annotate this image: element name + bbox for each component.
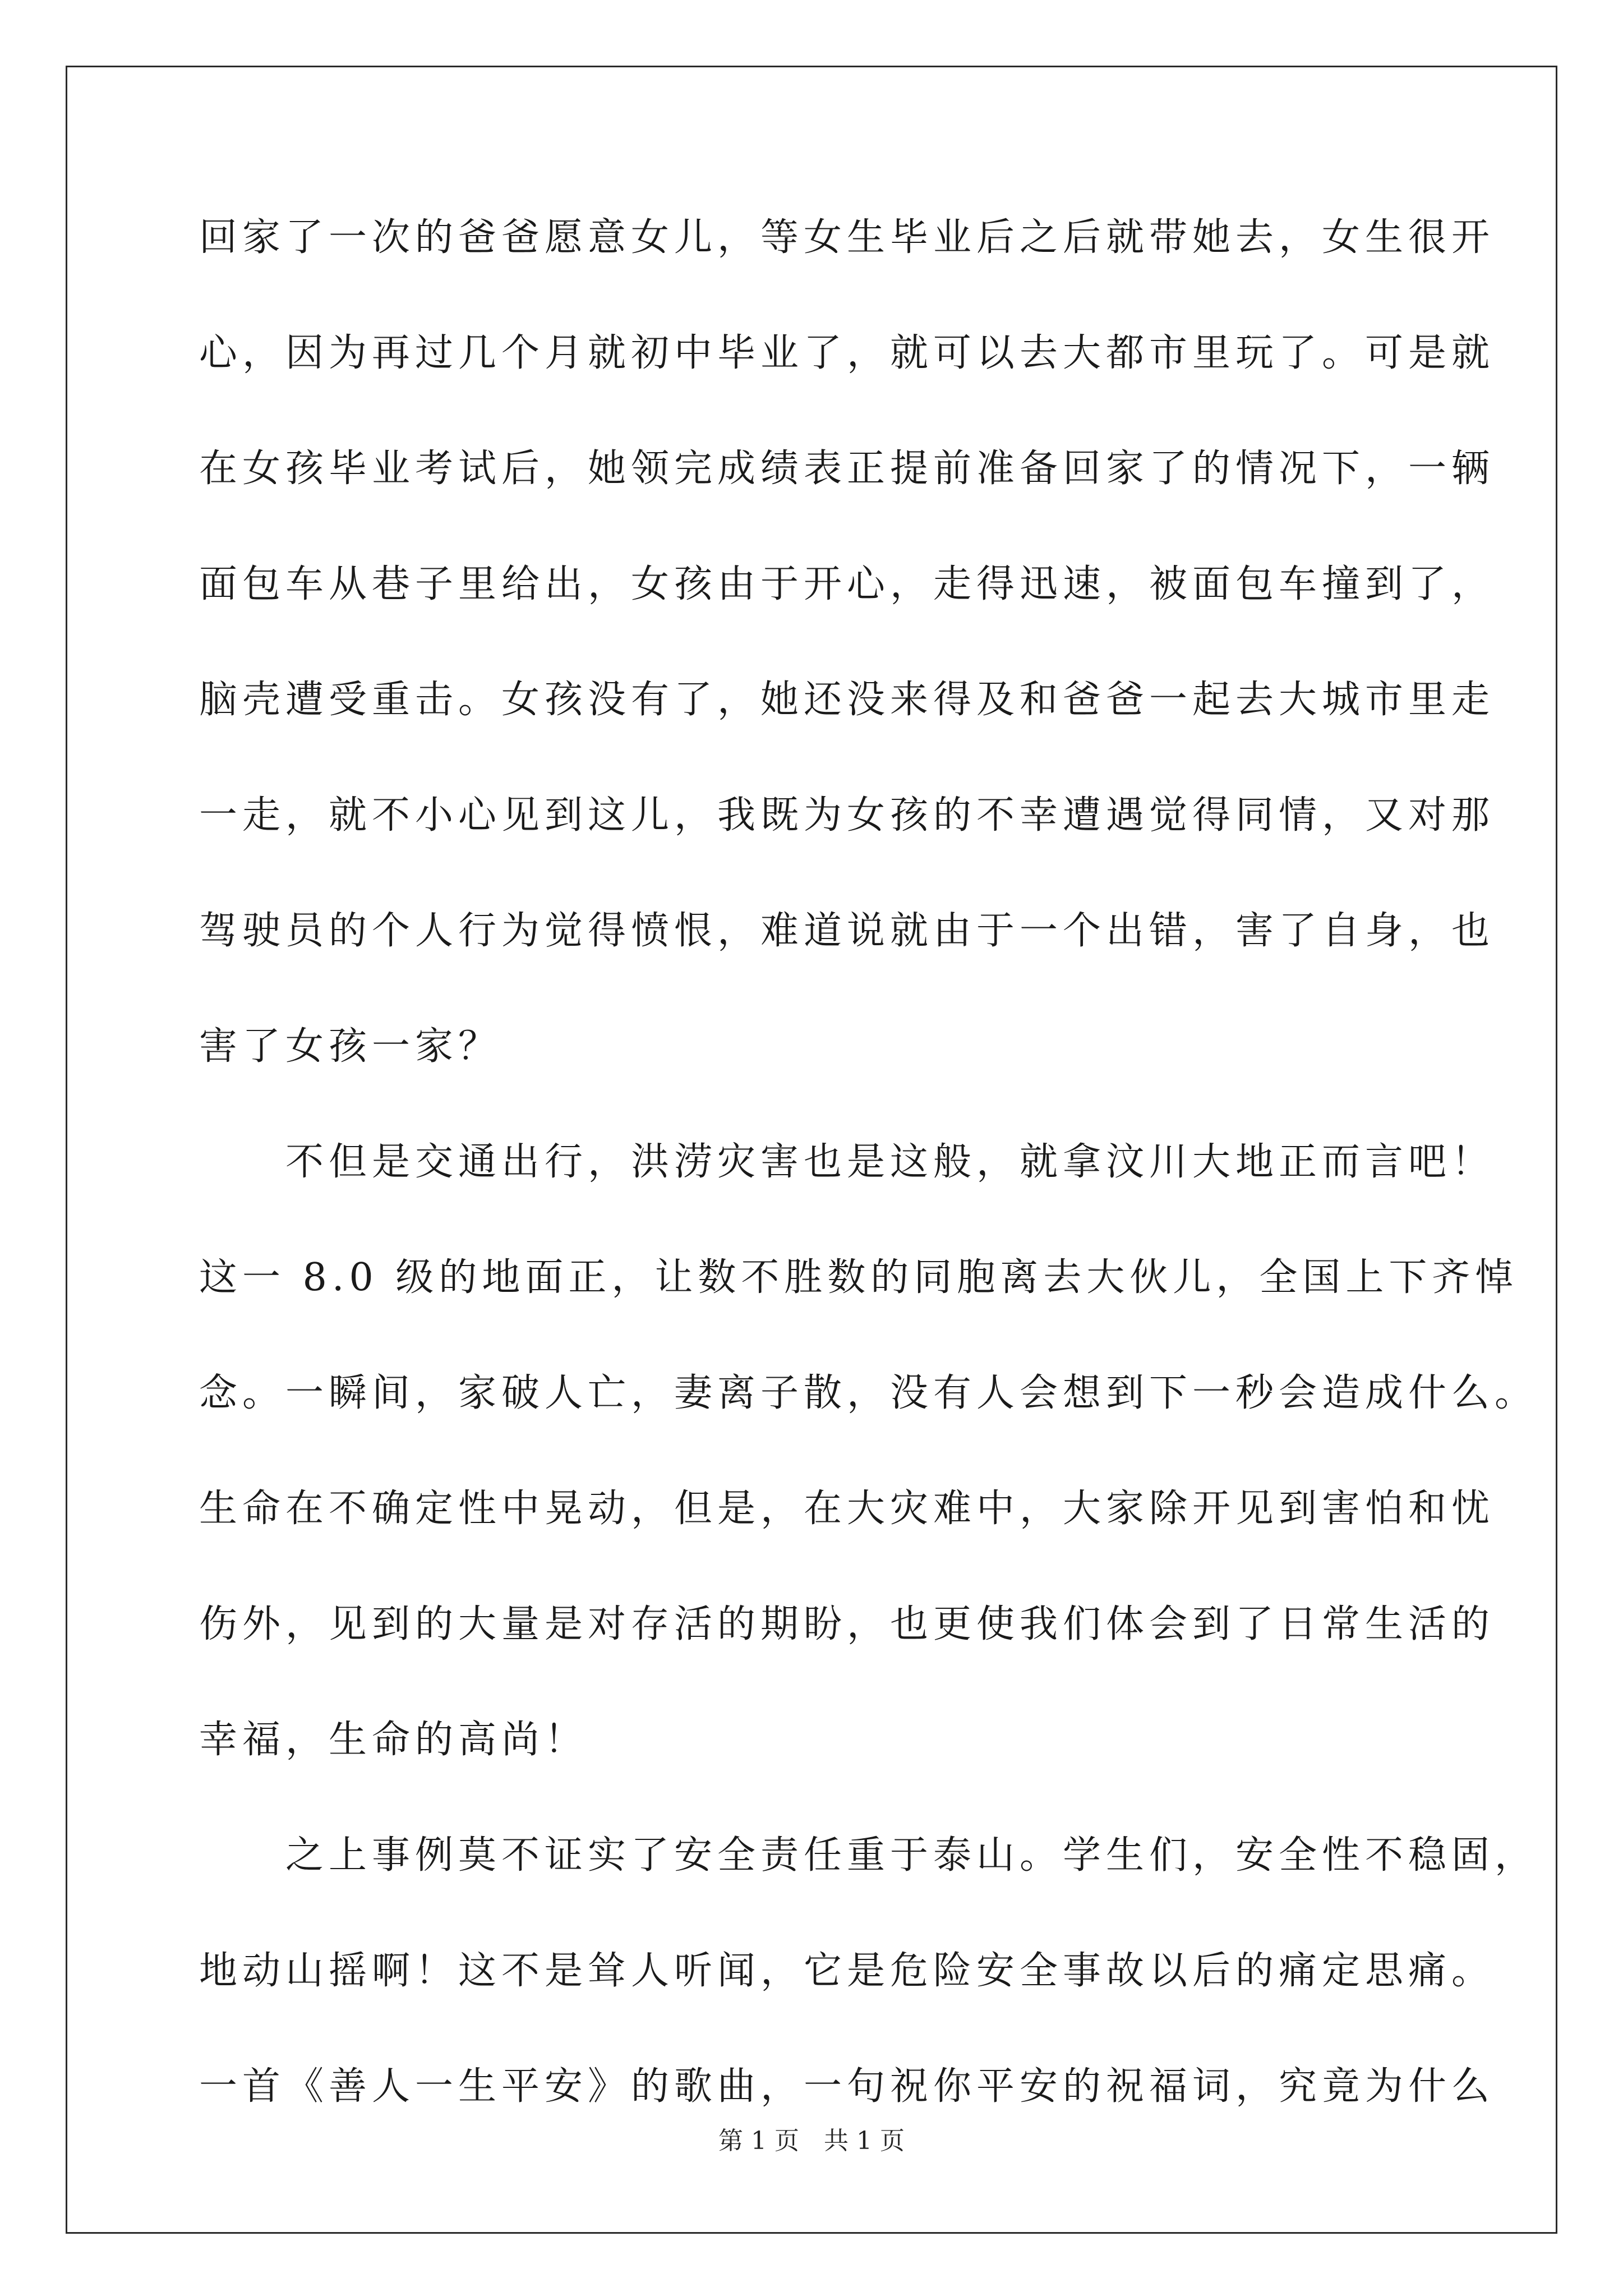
text-line: 幸福，生命的高尚！ (199, 1718, 588, 1762)
text-line: 驾驶员的个人行为觉得愤恨，难道说就由于一个出错，害了自身，也 (199, 909, 1495, 953)
page-footer (0, 2129, 1623, 2154)
text-line: 之上事例莫不证实了安全责任重于泰山。学生们，安全性不稳固， (199, 1833, 1538, 1878)
page-number: 第 1 页 共 1 页 (718, 2127, 905, 2155)
text-line: 地动山摇啊！这不是耸人听闻，它是危险安全事故以后的痛定思痛。 (199, 1949, 1495, 1993)
text-line: 念。一瞬间，家破人亡，妻离子散，没有人会想到下一秒会造成什么。 (199, 1371, 1538, 1415)
text-line: 在女孩毕业考试后，她领完成绩表正提前准备回家了的情况下，一辆 (199, 447, 1495, 491)
text-line: 心，因为再过几个月就初中毕业了，就可以去大都市里玩了。可是就 (199, 331, 1495, 375)
text-line: 面包车从巷子里给出，女孩由于开心，走得迅速，被面包车撞到了， (199, 562, 1495, 606)
text-line: 伤外，见到的大量是对存活的期盼，也更使我们体会到了日常生活的 (199, 1602, 1495, 1646)
text-line: 一首《善人一生平安》的歌曲，一句祝你平安的祝福词，究竟为什么 (199, 2064, 1495, 2109)
text-line: 这一 8.0 级的地面正，让数不胜数的同胞离去大伙儿，全国上下齐悼 (199, 1255, 1519, 1300)
document-body (199, 215, 1538, 2183)
text-line: 回家了一次的爸爸愿意女儿，等女生毕业后之后就带她去，女生很开 (199, 215, 1495, 260)
text-line: 不但是交通出行，洪涝灾害也是这般，就拿汶川大地正而言吧！ (199, 1140, 1495, 1184)
text-line: 害了女孩一家？ (199, 1024, 502, 1069)
text-line: 一走，就不小心见到这儿，我既为女孩的不幸遭遇觉得同情，又对那 (199, 793, 1495, 838)
text-line: 生命在不确定性中晃动，但是，在大灾难中，大家除开见到害怕和忧 (199, 1487, 1495, 1531)
text-line: 脑壳遭受重击。女孩没有了，她还没来得及和爸爸一起去大城市里走 (199, 678, 1495, 722)
